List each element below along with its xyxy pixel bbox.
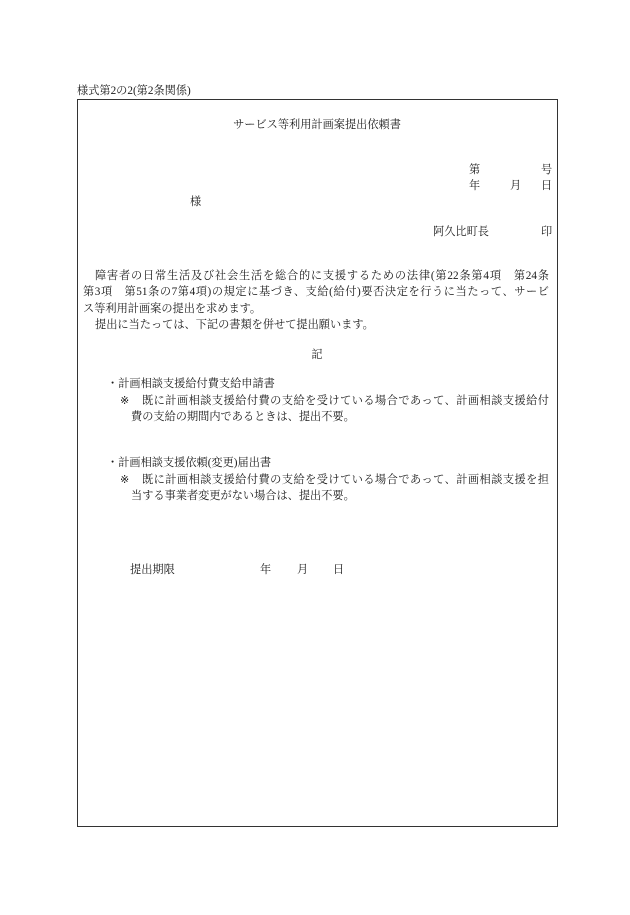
- note-line-2: 当する事業者変更がない場合は、提出不要。: [131, 490, 355, 502]
- doc-number-prefix: 第: [469, 164, 481, 176]
- ki-heading: 記: [311, 349, 323, 361]
- note-mark: ※: [120, 474, 130, 486]
- sender-name: 阿久比町長: [433, 226, 489, 238]
- deadline-day: 日: [333, 564, 345, 576]
- body-line-2: 第3項 第51条の7第4項)の規定に基づき、支給(給付)要否決定を行うに当たって、サービ: [83, 286, 549, 298]
- deadline-year: 年: [260, 564, 272, 576]
- doc-number-suffix: 号: [541, 164, 553, 176]
- body-line-3: ス等利用計画案の提出を求めます。: [83, 303, 262, 315]
- date-month: 月: [510, 180, 522, 192]
- deadline-month: 月: [297, 564, 309, 576]
- note-line-2: 費の支給の期間内であるときは、提出不要。: [131, 411, 355, 423]
- form-number: 様式第2の2(第2条関係): [77, 85, 191, 97]
- deadline-label: 提出期限: [130, 564, 175, 576]
- date-day: 日: [541, 180, 553, 192]
- sender-seal: 印: [541, 226, 553, 238]
- document-title: サービス等利用計画案提出依頼書: [233, 119, 401, 131]
- note-line-1: 既に計画相談支援給付費の支給を受けている場合であって、計画相談支援を担: [142, 474, 549, 486]
- item-title: ・計画相談支援依頼(変更)届出書: [107, 457, 272, 469]
- item-title: ・計画相談支援給付費支給申請書: [107, 378, 275, 390]
- note-mark: ※: [120, 395, 130, 407]
- body-line-4: 提出に当たっては、下記の書類を併せて提出願います。: [95, 319, 374, 331]
- addressee-honorific: 様: [190, 196, 202, 208]
- note-line-1: 既に計画相談支援給付費の支給を受けている場合であって、計画相談支援給付: [142, 395, 549, 407]
- body-line-1: 障害者の日常生活及び社会生活を総合的に支援するための法律(第22条第4項 第24条: [95, 270, 549, 282]
- date-year: 年: [469, 180, 481, 192]
